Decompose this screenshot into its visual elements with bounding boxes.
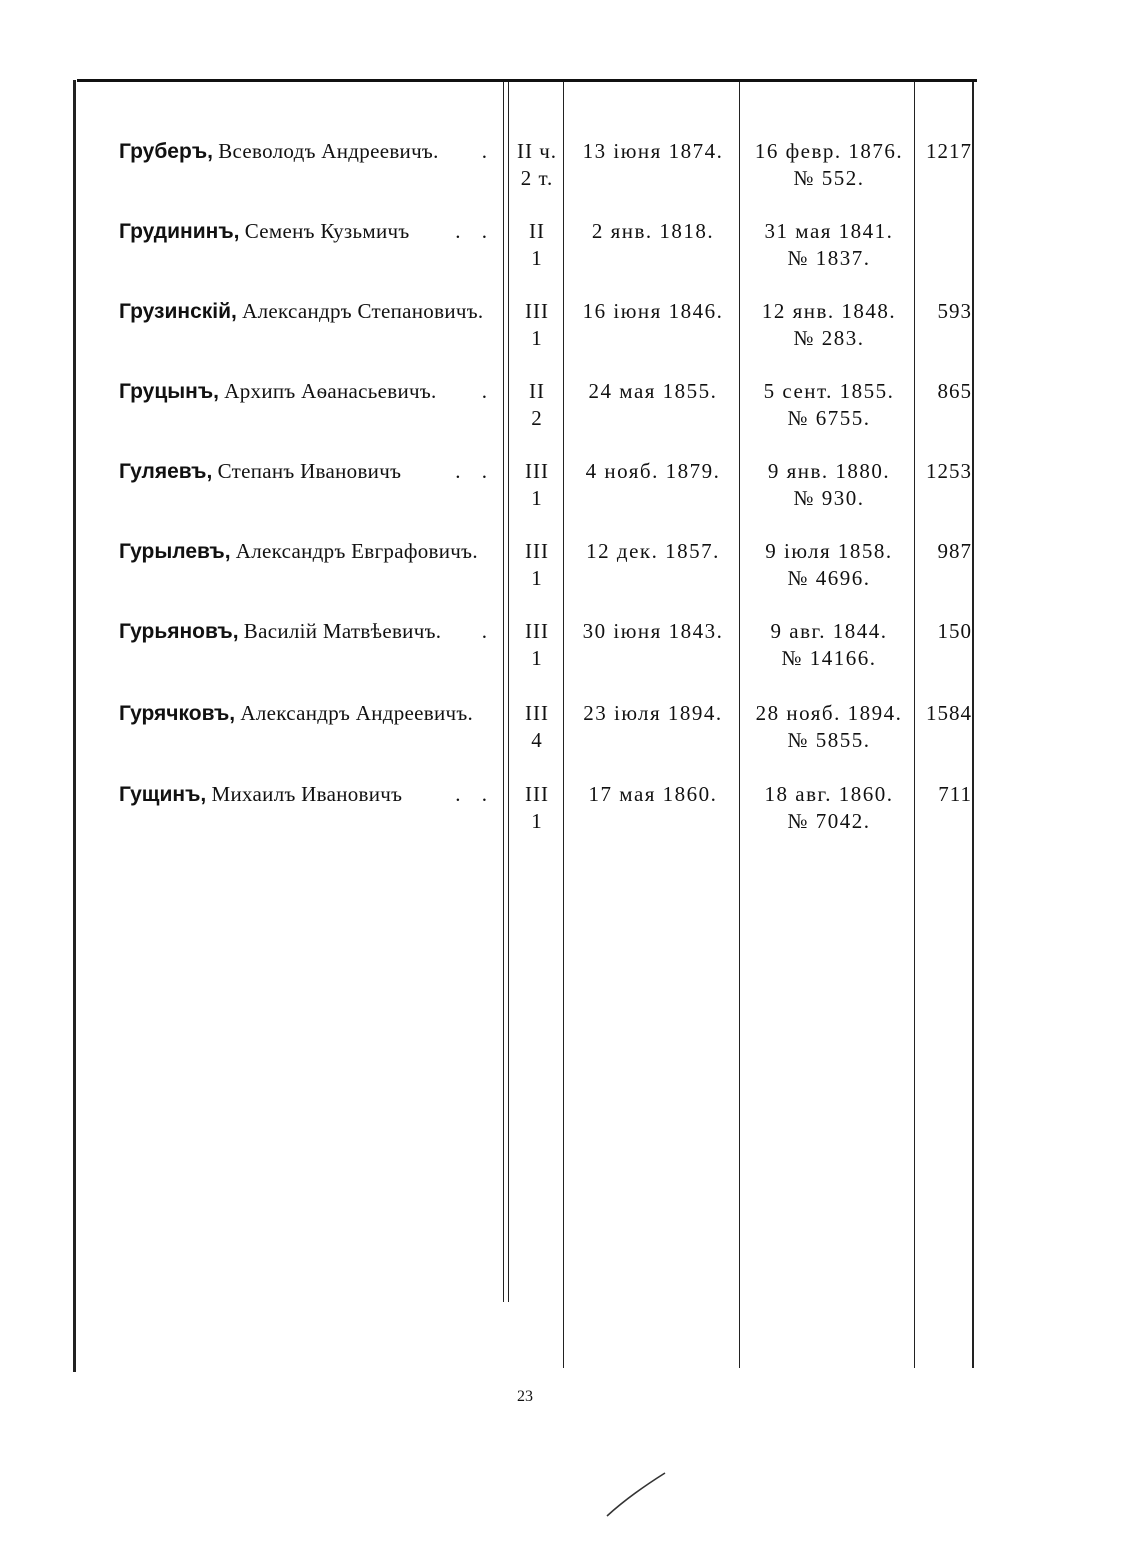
decree (742, 700, 916, 754)
person-name (119, 298, 499, 325)
record-number: 150 (937, 619, 972, 643)
leader-dots: . (481, 379, 495, 403)
table-row (0, 538, 1140, 618)
table-row (0, 138, 1140, 218)
decree-date: 12 янв. 1848. (761, 299, 897, 323)
entry-date: 16 іюня 1846. (582, 299, 724, 323)
decree (742, 378, 916, 432)
decree-number: № 1837. (787, 246, 871, 270)
category (510, 298, 564, 352)
category-line-1: II (529, 219, 545, 243)
given-name: Степанъ Ивановичъ (217, 459, 402, 483)
entry-date: 4 нояб. 1879. (585, 459, 721, 483)
category (510, 700, 564, 754)
given-name: Семенъ Кузьмичъ (244, 219, 410, 243)
category-line-1: III (525, 299, 549, 323)
category-line-1: III (525, 539, 549, 563)
surname: Гурячковъ, (119, 702, 236, 725)
decree-date: 5 сент. 1855. (763, 379, 895, 403)
category-line-1: III (525, 782, 549, 806)
given-name: Михаилъ Ивановичъ (211, 782, 403, 806)
decree-number: № 552. (793, 166, 865, 190)
person-name (119, 138, 499, 165)
leader-dots: . (481, 139, 495, 163)
category (510, 138, 564, 192)
surname: Гущинъ, (119, 783, 207, 806)
person-name (119, 618, 499, 645)
given-name: Всеволодъ Андреевичъ. (218, 139, 439, 163)
table-row (0, 298, 1140, 378)
entry-date: 2 янв. 1818. (591, 219, 715, 243)
table-row (0, 218, 1140, 298)
person-name (119, 781, 499, 808)
surname: Гурьяновъ, (119, 620, 239, 643)
decree-number: № 4696. (787, 566, 871, 590)
surname: Груберъ, (119, 140, 213, 163)
entry-date: 30 іюня 1843. (582, 619, 724, 643)
surname: Гурылевъ, (119, 540, 231, 563)
record-number: 711 (938, 782, 972, 806)
decree-date: 31 мая 1841. (764, 219, 894, 243)
entry-date: 17 мая 1860. (588, 782, 718, 806)
surname: Грузинскій, (119, 300, 237, 323)
record-number: 1217 (926, 139, 972, 163)
page-number: 23 (517, 1388, 533, 1405)
table-row (0, 618, 1140, 698)
decree (742, 781, 916, 835)
decree-date: 18 авг. 1860. (764, 782, 894, 806)
given-name: Василій Матвѣевичъ. (243, 619, 442, 643)
surname: Гуляевъ, (119, 460, 213, 483)
given-name: Архипъ Аѳанасьевичъ. (224, 379, 437, 403)
record-number: 987 (937, 539, 972, 563)
decree-number: № 6755. (787, 406, 871, 430)
category (510, 618, 564, 672)
record-number: 865 (937, 379, 972, 403)
category-line-2: 1 (531, 486, 543, 510)
leader-dots: . . (455, 782, 495, 806)
category-line-2: 1 (531, 566, 543, 590)
category (510, 781, 564, 835)
category-line-2: 2 т. (520, 166, 554, 190)
decree-date: 28 нояб. 1894. (755, 701, 903, 725)
given-name: Александръ Евграфовичъ. (235, 539, 478, 563)
leader-dots: . . (455, 459, 495, 483)
category-line-1: II ч. (516, 139, 558, 163)
decree-number: № 930. (793, 486, 865, 510)
decree (742, 138, 916, 192)
category (510, 458, 564, 512)
category-line-2: 1 (531, 809, 543, 833)
entry-date: 23 іюля 1894. (583, 701, 723, 725)
decree-number: № 14166. (781, 646, 877, 670)
decree-number: № 7042. (787, 809, 871, 833)
given-name: Александръ Степановичъ. (242, 299, 484, 323)
table-row (0, 700, 1140, 780)
decree (742, 618, 916, 672)
person-name (119, 538, 499, 565)
record-number: 1584 (926, 701, 972, 725)
surname: Груцынъ, (119, 380, 220, 403)
person-name (119, 458, 499, 485)
record-number: 1253 (926, 459, 972, 483)
category-line-1: II (529, 379, 545, 403)
entry-date: 24 мая 1855. (588, 379, 718, 403)
table-row (0, 458, 1140, 538)
decree (742, 298, 916, 352)
category-line-1: III (525, 701, 549, 725)
given-name: Александръ Андреевичъ. (240, 701, 474, 725)
category-line-2: 1 (531, 246, 543, 270)
person-name (119, 378, 499, 405)
entry-date: 12 дек. 1857. (586, 539, 720, 563)
decree-date: 9 іюля 1858. (765, 539, 893, 563)
decree (742, 538, 916, 592)
category-line-1: III (525, 459, 549, 483)
person-name (119, 700, 499, 727)
table-row (0, 378, 1140, 458)
leader-dots: . . (455, 219, 495, 243)
category-line-2: 1 (531, 646, 543, 670)
category-line-2: 2 (531, 406, 543, 430)
decree-number: № 283. (793, 326, 865, 350)
decree-date: 16 февр. 1876. (754, 139, 904, 163)
leader-dots: . (481, 619, 495, 643)
person-name (119, 218, 499, 245)
decree (742, 218, 916, 272)
category (510, 218, 564, 272)
entry-date: 13 іюня 1874. (582, 139, 724, 163)
decree (742, 458, 916, 512)
record-number: 593 (937, 299, 972, 323)
category-line-1: III (525, 619, 549, 643)
category (510, 378, 564, 432)
decree-date: 9 авг. 1844. (770, 619, 888, 643)
category-line-2: 1 (531, 326, 543, 350)
table-row (0, 781, 1140, 861)
decree-number: № 5855. (787, 728, 871, 752)
surname: Грудининъ, (119, 220, 240, 243)
table-top-rule (77, 79, 977, 82)
category-line-2: 4 (531, 728, 543, 752)
decree-date: 9 янв. 1880. (767, 459, 891, 483)
category (510, 538, 564, 592)
